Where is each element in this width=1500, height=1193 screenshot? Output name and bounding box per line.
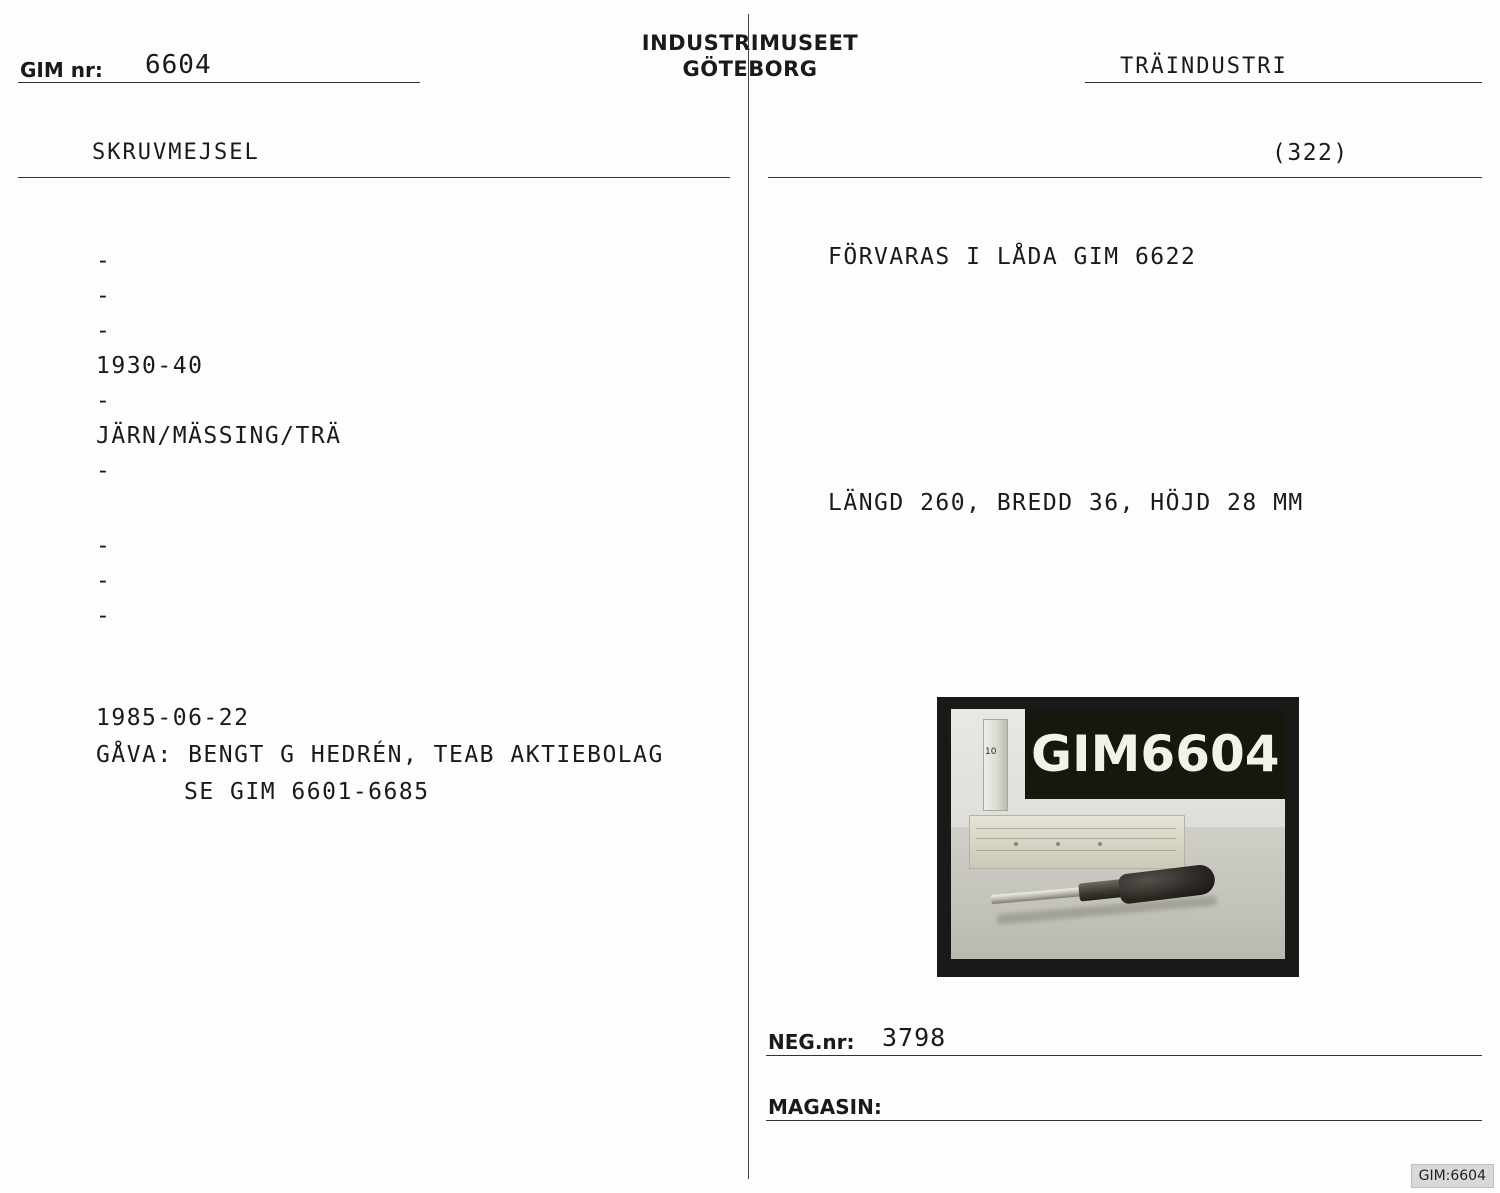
storage-note: FÖRVARAS I LÅDA GIM 6622 xyxy=(828,244,1197,270)
museum-name-line2: GÖTEBORG xyxy=(682,57,818,81)
acquisition-block xyxy=(96,700,736,811)
field-row: - xyxy=(96,388,112,414)
photograph-image xyxy=(951,709,1285,959)
field-row: - xyxy=(96,458,112,484)
acquisition-date: 1985-06-22 xyxy=(96,705,250,731)
photo-wooden-plank xyxy=(969,815,1185,869)
museum-title xyxy=(600,30,900,82)
industry-category: TRÄINDUSTRI xyxy=(1120,54,1288,79)
industry-rule xyxy=(1085,82,1482,83)
field-row: - xyxy=(96,603,112,629)
photo-label-text: GIM6604 xyxy=(1031,725,1280,783)
negative-number-rule xyxy=(766,1055,1482,1056)
plank-grain xyxy=(976,838,1176,839)
field-row: - xyxy=(96,248,112,274)
dimensions-note: LÄNGD 260, BREDD 36, HÖJD 28 MM xyxy=(828,490,1304,516)
object-name-rule xyxy=(18,177,730,178)
donor-reference-line: SE GIM 6601-6685 xyxy=(184,779,430,805)
photo-clip xyxy=(983,719,1008,811)
gim-number-value: 6604 xyxy=(145,50,212,80)
field-row: - xyxy=(96,533,112,559)
negative-number-label: NEG.nr: xyxy=(768,1030,855,1054)
gim-number-label: GIM nr: xyxy=(20,58,103,82)
museum-name-line1: INDUSTRIMUSEET xyxy=(641,31,859,55)
plank-hole xyxy=(1056,842,1060,846)
object-fields-list xyxy=(96,244,716,634)
magasin-rule xyxy=(766,1120,1482,1121)
object-name: SKRUVMEJSEL xyxy=(92,140,260,165)
plank-hole xyxy=(1098,842,1102,846)
category-number: (322) xyxy=(1272,140,1349,166)
donor-line: GÅVA: BENGT G HEDRÉN, TEAB AKTIEBOLAG xyxy=(96,742,664,768)
plank-hole xyxy=(1014,842,1018,846)
plank-grain xyxy=(976,828,1176,829)
field-row: - xyxy=(96,283,112,309)
magasin-label: MAGASIN: xyxy=(768,1095,882,1119)
watermark-badge: GIM:6604 xyxy=(1411,1164,1494,1188)
field-row-dating: 1930-40 xyxy=(96,353,204,379)
field-spacer xyxy=(96,489,716,529)
photo-clip-number: 10 xyxy=(985,747,997,757)
gim-number-rule xyxy=(18,82,420,83)
negative-number-value: 3798 xyxy=(882,1023,947,1052)
plank-grain xyxy=(976,850,1176,851)
field-row: - xyxy=(96,318,112,344)
field-row: - xyxy=(96,568,112,594)
object-photograph xyxy=(937,697,1299,977)
field-row-material: JÄRN/MÄSSING/TRÄ xyxy=(96,423,342,449)
right-column-rule xyxy=(768,177,1482,178)
column-divider xyxy=(748,14,749,1179)
